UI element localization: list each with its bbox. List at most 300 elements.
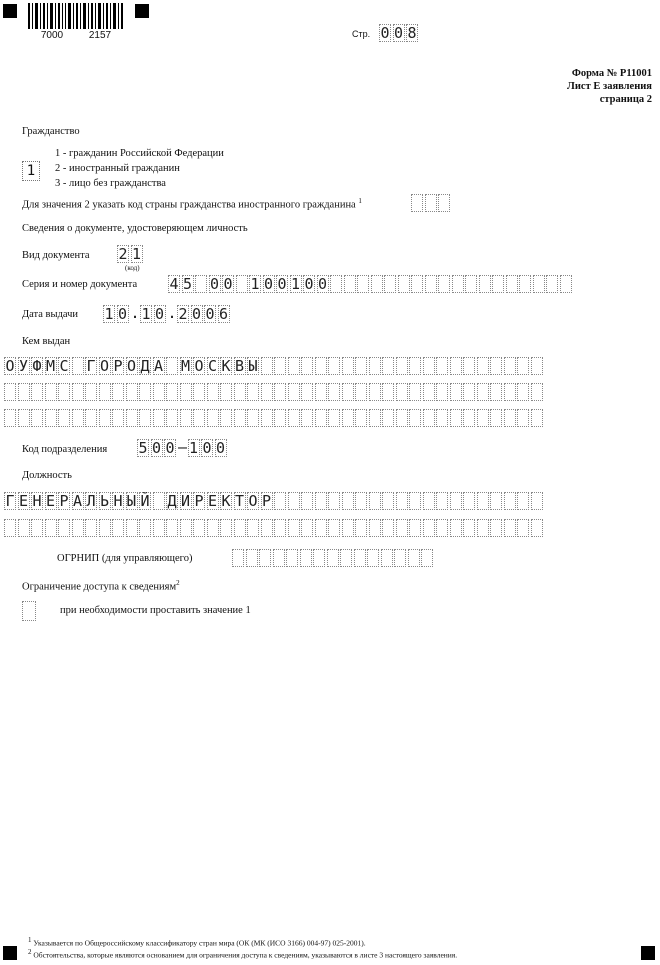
barcode-number-left: 7000 bbox=[40, 30, 64, 41]
issued-by-cell[interactable] bbox=[274, 409, 286, 427]
date-separator: . bbox=[167, 304, 177, 322]
issued-by-cell[interactable] bbox=[382, 409, 394, 427]
position-cell[interactable] bbox=[274, 519, 286, 537]
issued-by-cell[interactable] bbox=[315, 383, 327, 401]
ogrnip-cell[interactable] bbox=[394, 549, 406, 567]
document-series-cell[interactable] bbox=[519, 275, 531, 293]
issued-by-row[interactable] bbox=[4, 357, 544, 375]
position-cell[interactable] bbox=[477, 492, 489, 510]
country-code-cell[interactable] bbox=[438, 194, 450, 212]
position-cell[interactable]: К bbox=[221, 492, 231, 510]
document-series-cell[interactable] bbox=[398, 275, 410, 293]
restriction-label-text: Ограничение доступа к сведениям bbox=[22, 581, 177, 593]
document-series-cell[interactable] bbox=[479, 275, 491, 293]
issued-by-cell[interactable] bbox=[450, 409, 462, 427]
document-series-cell[interactable] bbox=[236, 275, 248, 293]
issued-by-cell[interactable] bbox=[261, 383, 273, 401]
issued-by-cell[interactable] bbox=[288, 357, 300, 375]
position-cell[interactable] bbox=[517, 519, 529, 537]
dept-code-digit[interactable]: 5 bbox=[138, 439, 148, 457]
position-cell[interactable] bbox=[504, 519, 516, 537]
issued-by-cell[interactable]: У bbox=[18, 357, 29, 375]
document-series-cell[interactable] bbox=[425, 275, 437, 293]
position-cell[interactable] bbox=[315, 492, 327, 510]
ogrnip-cell[interactable] bbox=[273, 549, 285, 567]
issued-by-cell[interactable]: К bbox=[221, 357, 231, 375]
position-cell[interactable] bbox=[288, 492, 300, 510]
position-cell[interactable] bbox=[531, 519, 543, 537]
position-cell[interactable] bbox=[436, 519, 448, 537]
position-cell[interactable] bbox=[504, 492, 516, 510]
issued-by-cell[interactable] bbox=[220, 383, 232, 401]
position-row[interactable] bbox=[4, 492, 544, 510]
position-cell[interactable]: Й bbox=[140, 492, 150, 510]
issued-by-cell[interactable] bbox=[531, 409, 543, 427]
issued-by-cell[interactable] bbox=[139, 409, 151, 427]
issued-by-cell[interactable] bbox=[72, 383, 84, 401]
issued-by-cell[interactable] bbox=[396, 383, 408, 401]
issued-by-cell[interactable]: М bbox=[45, 357, 56, 375]
ogrnip-cell[interactable] bbox=[381, 549, 393, 567]
document-series-cell[interactable] bbox=[506, 275, 518, 293]
position-cell[interactable] bbox=[139, 519, 151, 537]
dept-code-digit[interactable]: 0 bbox=[151, 439, 162, 457]
citizenship-option-3: 3 - лицо без гражданства bbox=[55, 178, 166, 189]
position-cell[interactable]: Д bbox=[167, 492, 177, 510]
position-cell[interactable] bbox=[355, 519, 367, 537]
document-series-cell[interactable] bbox=[330, 275, 342, 293]
position-cell[interactable] bbox=[288, 519, 300, 537]
position-cell[interactable] bbox=[396, 519, 408, 537]
issued-by-cell[interactable] bbox=[450, 357, 462, 375]
document-series-cell[interactable] bbox=[384, 275, 396, 293]
issued-by-cell[interactable] bbox=[531, 357, 543, 375]
issued-by-cell[interactable] bbox=[18, 383, 30, 401]
corner-marker-top-left bbox=[3, 4, 17, 18]
document-type-digit[interactable]: 2 bbox=[118, 245, 128, 263]
issued-by-cell[interactable] bbox=[180, 409, 192, 427]
country-code-cell[interactable] bbox=[411, 194, 423, 212]
position-cell[interactable] bbox=[247, 519, 259, 537]
ogrnip-cell[interactable] bbox=[232, 549, 244, 567]
issued-by-cell[interactable] bbox=[328, 409, 340, 427]
issued-by-cell[interactable] bbox=[193, 383, 205, 401]
ogrnip-cell[interactable] bbox=[408, 549, 420, 567]
restriction-checkbox[interactable] bbox=[22, 601, 36, 621]
issued-by-cell[interactable] bbox=[436, 409, 448, 427]
document-series-cell[interactable] bbox=[492, 275, 504, 293]
issued-by-cell[interactable]: С bbox=[59, 357, 69, 375]
ogrnip-label: ОГРНИП (для управляющего) bbox=[57, 553, 193, 564]
country-code-footnote-ref: 1 bbox=[358, 197, 362, 205]
issue-month-digit[interactable]: 0 bbox=[154, 305, 165, 323]
position-cell[interactable] bbox=[99, 519, 111, 537]
issued-by-cell[interactable] bbox=[99, 409, 111, 427]
issued-by-cell[interactable] bbox=[423, 383, 435, 401]
position-cell[interactable]: Ь bbox=[99, 492, 110, 510]
position-row[interactable] bbox=[4, 519, 544, 537]
form-header bbox=[567, 67, 652, 106]
issue-date-label: Дата выдачи bbox=[22, 309, 79, 320]
issued-by-cell[interactable] bbox=[166, 357, 178, 375]
issued-by-cell[interactable] bbox=[99, 383, 111, 401]
issued-by-cell[interactable]: О bbox=[126, 357, 137, 375]
issued-by-cell[interactable] bbox=[234, 409, 246, 427]
dept-code-digit[interactable]: 1 bbox=[188, 439, 199, 457]
issued-by-cell[interactable] bbox=[261, 409, 273, 427]
issued-by-cell[interactable] bbox=[45, 383, 57, 401]
issued-by-cell[interactable] bbox=[409, 409, 421, 427]
position-cell[interactable] bbox=[112, 519, 124, 537]
issued-by-cell[interactable] bbox=[369, 357, 381, 375]
issued-by-cell[interactable] bbox=[301, 383, 313, 401]
document-series-cell[interactable]: 0 bbox=[304, 275, 314, 293]
issued-by-cell[interactable] bbox=[369, 383, 381, 401]
position-cell[interactable] bbox=[450, 519, 462, 537]
issued-by-cell[interactable] bbox=[112, 409, 124, 427]
issued-by-cell[interactable] bbox=[247, 409, 259, 427]
footnote-1: $^1$ Указывается по Общероссийскому классификатору стран мира (ОК (МК (ИСО 3166) 004-97) 025-2001). bbox=[28, 936, 366, 948]
issued-by-cell[interactable]: Р bbox=[113, 357, 123, 375]
position-cell[interactable]: А bbox=[72, 492, 83, 510]
position-cell[interactable] bbox=[193, 519, 205, 537]
ogrnip-cell[interactable] bbox=[259, 549, 271, 567]
issued-by-cell[interactable] bbox=[18, 409, 30, 427]
issued-by-cell[interactable] bbox=[463, 357, 475, 375]
position-cell[interactable] bbox=[31, 519, 43, 537]
position-cell[interactable] bbox=[301, 519, 313, 537]
issued-by-cell[interactable] bbox=[355, 409, 367, 427]
date-separator: . bbox=[130, 304, 140, 322]
corner-marker-bottom-right bbox=[641, 946, 655, 960]
ogrnip-cell[interactable] bbox=[313, 549, 325, 567]
position-cell[interactable] bbox=[315, 519, 327, 537]
position-cell[interactable] bbox=[18, 519, 30, 537]
position-cell[interactable] bbox=[153, 492, 165, 510]
document-series-cell[interactable]: 5 bbox=[182, 275, 193, 293]
issue-year-digit[interactable]: 0 bbox=[191, 305, 202, 323]
position-cell[interactable]: Г bbox=[5, 492, 15, 510]
position-cell[interactable] bbox=[409, 519, 421, 537]
issued-by-cell[interactable] bbox=[517, 357, 529, 375]
position-cell[interactable]: Е bbox=[45, 492, 56, 510]
issue-year-digit[interactable]: 0 bbox=[205, 305, 215, 323]
issued-by-cell[interactable] bbox=[288, 383, 300, 401]
document-series-cell[interactable] bbox=[344, 275, 356, 293]
position-cell[interactable] bbox=[382, 492, 394, 510]
dept-code-digit[interactable]: 0 bbox=[165, 439, 175, 457]
position-cell[interactable]: Н bbox=[113, 492, 123, 510]
dept-code-digit[interactable]: 0 bbox=[215, 439, 226, 457]
position-cell[interactable] bbox=[423, 519, 435, 537]
issued-by-cell[interactable] bbox=[45, 409, 57, 427]
issued-by-cell[interactable] bbox=[31, 409, 43, 427]
issued-by-cell[interactable] bbox=[193, 409, 205, 427]
position-cell[interactable] bbox=[355, 492, 367, 510]
issued-by-cell[interactable] bbox=[85, 409, 97, 427]
page-digit: 0 bbox=[380, 24, 390, 42]
country-code-cells[interactable] bbox=[411, 194, 452, 212]
issued-by-cell[interactable] bbox=[355, 383, 367, 401]
position-cell[interactable] bbox=[328, 519, 340, 537]
document-type-cells[interactable] bbox=[117, 245, 144, 263]
issued-by-cell[interactable] bbox=[342, 383, 354, 401]
position-cell[interactable]: Н bbox=[32, 492, 42, 510]
position-cell[interactable]: Е bbox=[207, 492, 218, 510]
issued-by-cell[interactable] bbox=[328, 357, 340, 375]
position-cell[interactable] bbox=[396, 492, 408, 510]
issued-by-cell[interactable] bbox=[4, 409, 16, 427]
issued-by-cell[interactable] bbox=[126, 383, 138, 401]
issued-by-cell[interactable] bbox=[463, 383, 475, 401]
issued-by-cell[interactable] bbox=[180, 383, 192, 401]
position-cell[interactable] bbox=[369, 492, 381, 510]
document-series-cell[interactable] bbox=[533, 275, 545, 293]
issued-by-cell[interactable] bbox=[490, 409, 502, 427]
issued-by-cell[interactable] bbox=[166, 383, 178, 401]
issued-by-cell[interactable] bbox=[423, 409, 435, 427]
position-cell[interactable]: О bbox=[248, 492, 258, 510]
issued-by-cell[interactable] bbox=[247, 383, 259, 401]
issued-by-cell[interactable] bbox=[504, 357, 516, 375]
issued-by-cell[interactable] bbox=[126, 409, 138, 427]
issued-by-cell[interactable]: Г bbox=[86, 357, 96, 375]
position-cell[interactable] bbox=[490, 519, 502, 537]
issued-by-cell[interactable]: О bbox=[194, 357, 204, 375]
position-cell[interactable] bbox=[531, 492, 543, 510]
ogrnip-cell[interactable] bbox=[367, 549, 379, 567]
issued-by-cell[interactable] bbox=[153, 409, 165, 427]
document-series-cell[interactable]: 0 bbox=[263, 275, 274, 293]
position-cell[interactable] bbox=[220, 519, 232, 537]
document-series-cell[interactable]: 0 bbox=[223, 275, 233, 293]
issued-by-cell[interactable]: О bbox=[5, 357, 15, 375]
dept-code-cells[interactable] bbox=[137, 439, 228, 457]
issued-by-cell[interactable] bbox=[4, 383, 16, 401]
issued-by-cell[interactable] bbox=[382, 357, 394, 375]
document-series-cell[interactable] bbox=[195, 275, 207, 293]
issued-by-cell[interactable] bbox=[531, 383, 543, 401]
issued-by-cell[interactable] bbox=[288, 409, 300, 427]
position-cell[interactable] bbox=[153, 519, 165, 537]
position-cell[interactable] bbox=[423, 492, 435, 510]
issued-by-cell[interactable] bbox=[315, 409, 327, 427]
issued-by-cell[interactable] bbox=[274, 357, 286, 375]
ogrnip-cell[interactable] bbox=[354, 549, 366, 567]
issued-by-cell[interactable] bbox=[463, 409, 475, 427]
position-cell[interactable] bbox=[85, 519, 97, 537]
ogrnip-cell[interactable] bbox=[421, 549, 433, 567]
position-cell[interactable] bbox=[72, 519, 84, 537]
document-type-label: Вид документа bbox=[22, 250, 90, 261]
position-cell[interactable] bbox=[274, 492, 286, 510]
issued-by-cell[interactable] bbox=[504, 383, 516, 401]
ogrnip-cell[interactable] bbox=[327, 549, 339, 567]
document-series-cell[interactable] bbox=[452, 275, 464, 293]
position-cell[interactable]: Л bbox=[86, 492, 96, 510]
document-type-digit[interactable]: 1 bbox=[131, 245, 142, 263]
issued-by-cell[interactable] bbox=[396, 409, 408, 427]
position-cell[interactable]: Т bbox=[234, 492, 245, 510]
position-cell[interactable]: Р bbox=[261, 492, 272, 510]
issued-by-cell[interactable] bbox=[72, 357, 84, 375]
issued-by-cell[interactable] bbox=[166, 409, 178, 427]
country-code-label bbox=[22, 197, 362, 211]
issued-by-cell[interactable] bbox=[207, 383, 219, 401]
issued-by-row[interactable] bbox=[4, 383, 544, 401]
issued-by-cell[interactable]: Ы bbox=[248, 357, 258, 375]
dept-code-label: Код подразделения bbox=[22, 444, 108, 455]
ogrnip-cells[interactable] bbox=[232, 549, 435, 567]
position-cell[interactable] bbox=[4, 519, 16, 537]
issued-by-cell[interactable] bbox=[220, 409, 232, 427]
document-series-cell[interactable]: 0 bbox=[277, 275, 287, 293]
issued-by-cell[interactable] bbox=[274, 383, 286, 401]
position-cell[interactable] bbox=[166, 519, 178, 537]
ogrnip-cell[interactable] bbox=[300, 549, 312, 567]
issued-by-cell[interactable] bbox=[112, 383, 124, 401]
issued-by-cell[interactable] bbox=[477, 357, 489, 375]
citizenship-title: Гражданство bbox=[22, 126, 80, 137]
position-cell[interactable] bbox=[436, 492, 448, 510]
issued-by-cell[interactable] bbox=[261, 357, 273, 375]
issued-by-cell[interactable] bbox=[517, 383, 529, 401]
position-cell[interactable]: И bbox=[180, 492, 191, 510]
issued-by-cell[interactable]: В bbox=[234, 357, 245, 375]
position-cell[interactable] bbox=[126, 519, 138, 537]
position-cell[interactable] bbox=[207, 519, 219, 537]
position-cell[interactable] bbox=[490, 492, 502, 510]
restriction-footnote-ref: 2 bbox=[176, 579, 180, 587]
issued-by-cell[interactable] bbox=[342, 409, 354, 427]
issued-by-cell[interactable]: О bbox=[99, 357, 110, 375]
position-cell[interactable] bbox=[450, 492, 462, 510]
issued-by-cell[interactable]: Д bbox=[140, 357, 150, 375]
sheet-title: Лист Е заявления bbox=[567, 81, 652, 92]
position-cell[interactable] bbox=[342, 519, 354, 537]
position-cell[interactable] bbox=[180, 519, 192, 537]
issued-by-cell[interactable] bbox=[477, 383, 489, 401]
document-series-cell[interactable]: 1 bbox=[250, 275, 260, 293]
issued-by-cell[interactable] bbox=[301, 409, 313, 427]
document-series-cell[interactable] bbox=[560, 275, 572, 293]
issued-by-cell[interactable] bbox=[450, 383, 462, 401]
position-cell[interactable] bbox=[409, 492, 421, 510]
issued-by-cell[interactable] bbox=[517, 409, 529, 427]
issued-by-cell[interactable]: С bbox=[207, 357, 218, 375]
document-series-cell[interactable] bbox=[438, 275, 450, 293]
issued-by-cell[interactable] bbox=[31, 383, 43, 401]
issued-by-cell[interactable] bbox=[72, 409, 84, 427]
issued-by-cell[interactable] bbox=[382, 383, 394, 401]
position-cell[interactable]: Р bbox=[194, 492, 204, 510]
issued-by-cell[interactable] bbox=[409, 357, 421, 375]
issued-by-cell[interactable] bbox=[490, 383, 502, 401]
position-cell[interactable]: Ы bbox=[126, 492, 137, 510]
issued-by-cell[interactable] bbox=[369, 409, 381, 427]
position-cell[interactable] bbox=[261, 519, 273, 537]
issued-by-cell[interactable] bbox=[207, 409, 219, 427]
issue-date-cells[interactable] bbox=[103, 305, 231, 323]
position-cell[interactable]: Р bbox=[59, 492, 69, 510]
country-code-label-text: Для значения 2 указать код страны гражданства иностранного гражданина bbox=[22, 199, 356, 211]
issued-by-cell[interactable] bbox=[139, 383, 151, 401]
position-cell[interactable] bbox=[301, 492, 313, 510]
position-cell[interactable] bbox=[517, 492, 529, 510]
document-series-cells[interactable] bbox=[168, 275, 573, 293]
issued-by-cell[interactable] bbox=[477, 409, 489, 427]
issued-by-cell[interactable] bbox=[315, 357, 327, 375]
position-cell[interactable] bbox=[463, 519, 475, 537]
document-series-cell[interactable] bbox=[371, 275, 383, 293]
issued-by-cell[interactable] bbox=[436, 383, 448, 401]
issued-by-cell[interactable] bbox=[234, 383, 246, 401]
document-series-cell[interactable] bbox=[411, 275, 423, 293]
issued-by-cell[interactable] bbox=[504, 409, 516, 427]
issued-by-cell[interactable] bbox=[409, 383, 421, 401]
ogrnip-cell[interactable] bbox=[286, 549, 298, 567]
position-cell[interactable]: Е bbox=[18, 492, 29, 510]
issue-month-digit[interactable]: 1 bbox=[141, 305, 151, 323]
position-cell[interactable] bbox=[463, 492, 475, 510]
dept-code-digit[interactable]: 0 bbox=[202, 439, 212, 457]
issued-by-row[interactable] bbox=[4, 409, 544, 427]
document-series-cell[interactable]: 4 bbox=[169, 275, 179, 293]
issued-by-cell[interactable] bbox=[396, 357, 408, 375]
issued-by-cell[interactable]: А bbox=[153, 357, 164, 375]
position-cell[interactable] bbox=[382, 519, 394, 537]
document-series-cell[interactable] bbox=[465, 275, 477, 293]
issued-by-cell[interactable] bbox=[301, 357, 313, 375]
position-cell[interactable] bbox=[234, 519, 246, 537]
position-cell[interactable] bbox=[342, 492, 354, 510]
issued-by-cell[interactable] bbox=[342, 357, 354, 375]
footnote-1-text: Указывается по Общероссийскому классификатору стран мира (ОК (МК (ИСО 3166) 004-97) 025-2001). bbox=[33, 938, 366, 948]
issued-by-cell[interactable]: Ф bbox=[32, 357, 42, 375]
ogrnip-cell[interactable] bbox=[246, 549, 258, 567]
issued-by-cell[interactable] bbox=[490, 357, 502, 375]
issue-day-digit[interactable]: 1 bbox=[104, 305, 114, 323]
document-series-cell[interactable]: 0 bbox=[317, 275, 328, 293]
issue-day-digit[interactable]: 0 bbox=[117, 305, 128, 323]
position-cell[interactable] bbox=[369, 519, 381, 537]
document-series-cell[interactable] bbox=[357, 275, 369, 293]
country-code-cell[interactable] bbox=[425, 194, 437, 212]
position-cell[interactable] bbox=[58, 519, 70, 537]
issue-year-digit[interactable]: 6 bbox=[218, 305, 229, 323]
ogrnip-cell[interactable] bbox=[340, 549, 352, 567]
document-series-cell[interactable]: 0 bbox=[209, 275, 220, 293]
issued-by-cell[interactable] bbox=[423, 357, 435, 375]
issued-by-cell[interactable] bbox=[58, 383, 70, 401]
issued-by-cell[interactable] bbox=[153, 383, 165, 401]
position-cell[interactable] bbox=[45, 519, 57, 537]
issued-by-cell[interactable] bbox=[355, 357, 367, 375]
issued-by-cell[interactable] bbox=[328, 383, 340, 401]
issued-by-cell[interactable]: М bbox=[180, 357, 191, 375]
position-cell[interactable] bbox=[328, 492, 340, 510]
document-series-label: Серия и номер документа bbox=[22, 279, 138, 290]
citizenship-value-field[interactable]: 1 bbox=[22, 161, 40, 181]
issued-by-cell[interactable] bbox=[85, 383, 97, 401]
issue-year-digit[interactable]: 2 bbox=[178, 305, 188, 323]
restriction-label bbox=[22, 579, 180, 593]
position-cell[interactable] bbox=[477, 519, 489, 537]
document-series-cell[interactable] bbox=[546, 275, 558, 293]
document-series-cell[interactable]: 1 bbox=[290, 275, 301, 293]
issued-by-cell[interactable] bbox=[58, 409, 70, 427]
issued-by-cell[interactable] bbox=[436, 357, 448, 375]
